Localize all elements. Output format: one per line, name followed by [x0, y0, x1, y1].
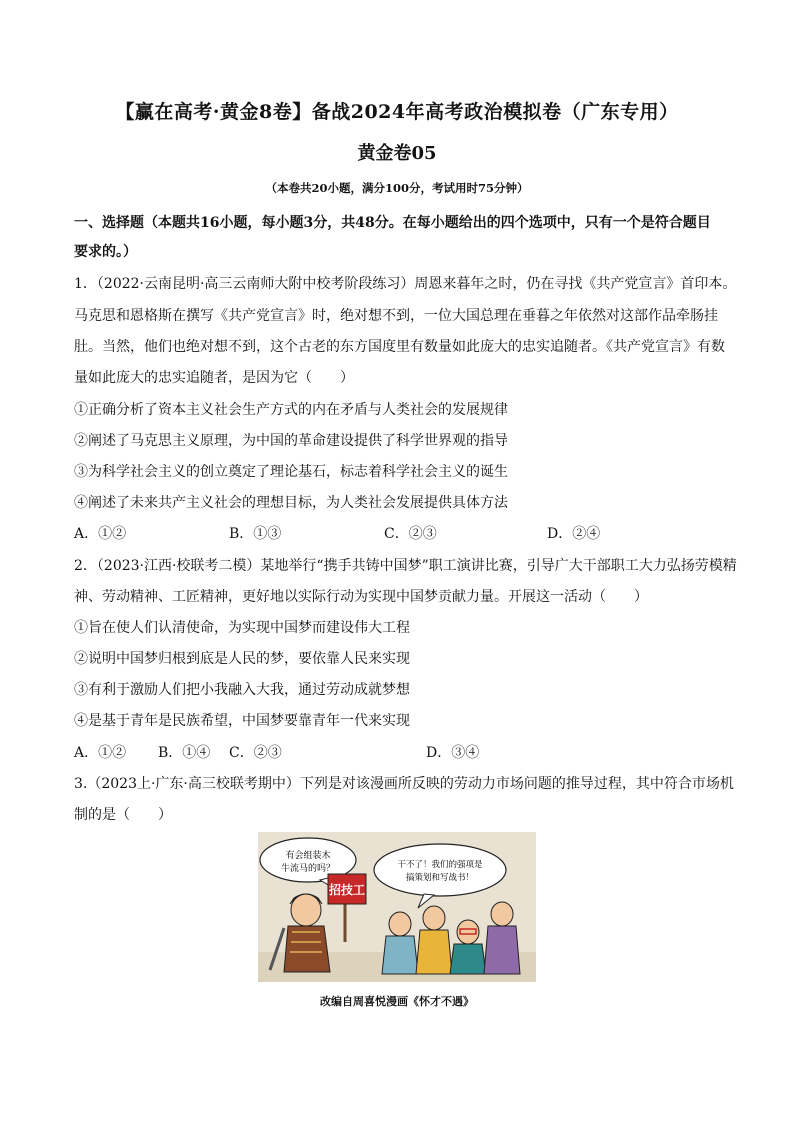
bubble-left-text-2: 牛流马的吗？ — [280, 864, 336, 874]
q1-stem-line-4: 量如此庞大的忠实追随者，是因为它（ ） — [74, 370, 354, 386]
bubble-right-text-2: 搞策划和写战书！ — [405, 873, 475, 883]
document-subtitle: 黄金卷05 — [357, 143, 437, 164]
q2-option-c[interactable]: C．②③ — [229, 745, 282, 761]
section-heading-line-1: 一、选择题（本题共16小题，每小题3分，共48分。在每小题给出的四个选项中，只有一个是符合题目 — [74, 215, 711, 231]
q3-stem-line-1: 3.（2023上·广东·高三校联考期中）下列是对该漫画所反映的劳动力市场问题的推导过程，其中符合市场机 — [74, 776, 734, 792]
q1-stem-line-2: 马克思和恩格斯在撰写《共产党宣言》时，绝对想不到，一位大国总理在垂暮之年依然对这部作品牵肠挂 — [74, 308, 718, 324]
q2-option-a[interactable]: A．①② — [74, 745, 127, 761]
q2-option-b[interactable]: B．①④ — [158, 745, 211, 761]
q1-statement-1: ①正确分析了资本主义社会生产方式的内在矛盾与人类社会的发展规律 — [74, 402, 508, 418]
recruit-sign-text: 招技工 — [328, 883, 366, 897]
q2-statement-1: ①旨在使人们认清使命，为实现中国梦而建设伟大工程 — [74, 620, 410, 636]
q1-option-b[interactable]: B．①③ — [229, 526, 282, 542]
q1-options — [74, 523, 724, 543]
cartoon-caption: 改编自周喜悦漫画《怀才不遇》 — [320, 995, 474, 1008]
document-title: 【赢在高考·黄金8卷】备战2024年高考政治模拟卷（广东专用） — [115, 101, 679, 123]
q2-stem-line-1: 2．（2023·江西·校联考二模）某地举行“携手共铸中国梦”职工演讲比赛，引导广大干部职工大力弘扬劳模精 — [74, 558, 737, 574]
section-heading-line-2: 要求的。） — [74, 244, 137, 260]
q2-statement-3: ③有利于激励人们把小我融入大我，通过劳动成就梦想 — [74, 682, 410, 698]
exam-info: （本卷共20小题，满分100分，考试用时75分钟） — [265, 181, 529, 195]
q1-statement-4: ④阐述了未来共产主义社会的理想目标，为人类社会发展提供具体方法 — [74, 495, 508, 511]
q1-option-c[interactable]: C．②③ — [384, 526, 437, 542]
q2-statement-2: ②说明中国梦归根到底是人民的梦，要依靠人民来实现 — [74, 651, 410, 667]
q1-statement-2: ②阐述了马克思主义原理，为中国的革命建设提供了科学世界观的指导 — [74, 433, 508, 449]
q1-option-a[interactable]: A．①② — [74, 526, 127, 542]
q1-option-d[interactable]: D．②④ — [547, 526, 601, 542]
q2-option-d[interactable]: D．③④ — [426, 745, 480, 761]
q2-options — [74, 742, 724, 762]
q1-stem-line-1: 1．（2022·云南昆明·高三云南师大附中校考阶段练习）周恩来暮年之时，仍在寻找《共产党宣言》首印本。 — [74, 276, 737, 292]
bubble-right-text-1: 干不了！我们的强项是 — [397, 860, 483, 870]
q3-stem-line-2: 制的是（ ） — [74, 807, 172, 823]
cartoon-illustration — [258, 832, 536, 982]
q2-stem-line-2: 神、劳动精神、工匠精神，更好地以实际行动为实现中国梦贡献力量。开展这一活动（ ） — [74, 589, 648, 605]
bubble-left-text-1: 有会组装木 — [285, 851, 331, 861]
q2-statement-4: ④是基于青年是民族希望，中国梦要靠青年一代来实现 — [74, 713, 410, 729]
q1-statement-3: ③为科学社会主义的创立奠定了理论基石，标志着科学社会主义的诞生 — [74, 464, 508, 480]
q1-stem-line-3: 肚。当然，他们也绝对想不到，这个古老的东方国度里有数量如此庞大的忠实追随者。《共产党宣言》有数 — [74, 339, 725, 355]
